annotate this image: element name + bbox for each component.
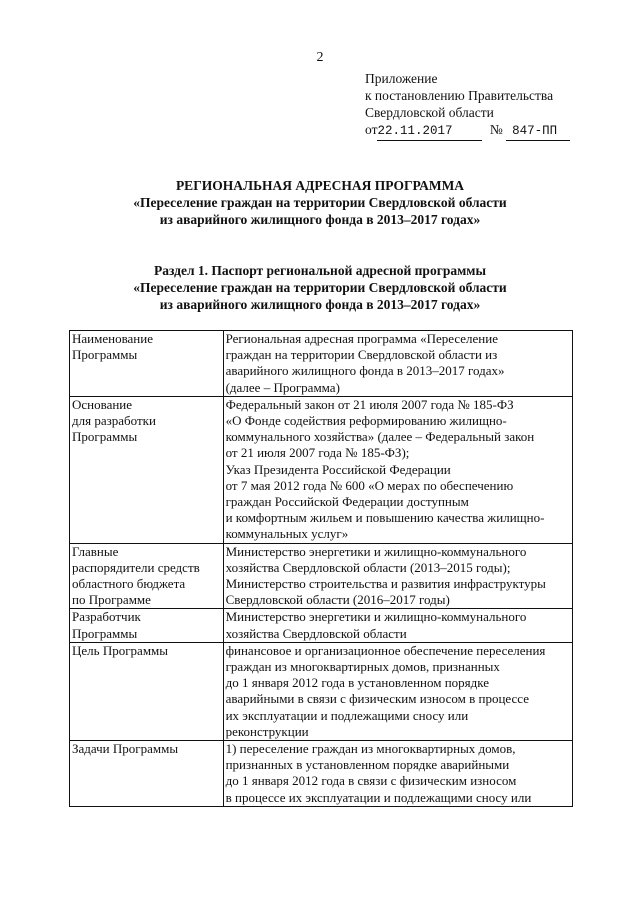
row-value: Региональная адресная программа «Переселение граждан на территории Свердловской области из аварийного жилищного фонда в 2013–2017 годах» (далее – Программа): [223, 331, 572, 397]
appendix-line-2: к постановлению Правительства: [365, 88, 554, 103]
section-line-1: Раздел 1. Паспорт региональной адресной программы: [153, 263, 487, 278]
table-row: [70, 331, 573, 397]
table-row: [70, 741, 573, 807]
appendix-line-1: Приложение: [365, 71, 438, 86]
appendix-line-3: Свердловской области: [365, 105, 494, 120]
date-prefix: от: [365, 122, 378, 137]
row-label: Наименование Программы: [70, 331, 224, 397]
row-label: Главные распорядители средств областного бюджета по Программе: [70, 543, 224, 609]
row-value: Министерство энергетики и жилищно-коммунального хозяйства Свердловской области (2013–2015 годы); Министерство строительства и развития инфраструктуры Свердловской области (2016–2017 годы): [223, 543, 572, 609]
row-value: Министерство энергетики и жилищно-коммунального хозяйства Свердловской области: [223, 609, 572, 642]
appendix-date-line: [365, 121, 570, 141]
program-title: [0, 177, 640, 228]
section-line-2: «Переселение граждан на территории Свердловской области: [133, 280, 507, 295]
title-line-3: из аварийного жилищного фонда в 2013–2017 годах»: [159, 212, 481, 227]
table-row: [70, 396, 573, 543]
resolution-number: 847-ПП: [506, 123, 570, 141]
table-row: [70, 609, 573, 642]
row-label: Цель Программы: [70, 642, 224, 740]
row-value: Федеральный закон от 21 июля 2007 года № 185-ФЗ «О Фонде содействия реформированию жилищно- коммунального хозяйства» (далее – Федеральный закон от 21 июля 2007 года № 185-ФЗ); Указ Президента Российской Федерации от 7 мая 2012 года № 600 «О мерах по обеспечению граждан Российской Федерации доступным и комфортным жильем и повышению качества жилищно- коммунальных услуг»: [223, 396, 572, 543]
section-line-3: из аварийного жилищного фонда в 2013–2017 годах»: [159, 297, 481, 312]
row-value: 1) переселение граждан из многоквартирных домов, признанных в установленном порядке аварийными до 1 января 2012 года в связи с физическим износом в процессе их эксплуатации и подлежащими сносу или: [223, 741, 572, 807]
number-prefix: №: [489, 122, 503, 137]
row-label: Разработчик Программы: [70, 609, 224, 642]
title-line-2: «Переселение граждан на территории Свердловской области: [133, 195, 507, 210]
page-number: 2: [316, 50, 324, 65]
appendix-block: [365, 70, 570, 141]
table-row: [70, 642, 573, 740]
section-heading: [0, 262, 640, 313]
table-row: [70, 543, 573, 609]
passport-table: [69, 330, 573, 807]
row-label: Основание для разработки Программы: [70, 396, 224, 543]
row-label: Задачи Программы: [70, 741, 224, 807]
title-line-1: РЕГИОНАЛЬНАЯ АДРЕСНАЯ ПРОГРАММА: [175, 178, 465, 193]
row-value: финансовое и организационное обеспечение переселения граждан из многоквартирных домов, признанных до 1 января 2012 года в установленном порядке аварийными в связи с физическим износом в процессе их эксплуатации и подлежащими сносу или реконструкции: [223, 642, 572, 740]
resolution-date: 22.11.2017: [377, 123, 482, 141]
